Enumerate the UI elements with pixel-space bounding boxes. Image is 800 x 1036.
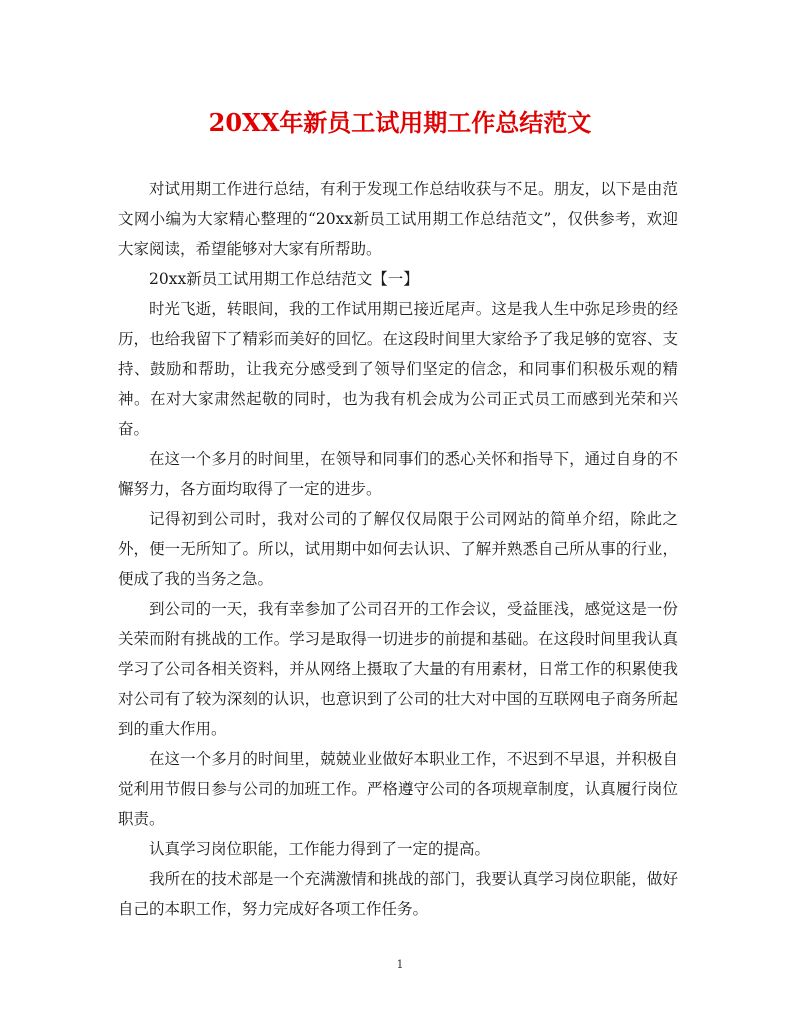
paragraph: 到公司的一天，我有幸参加了公司召开的工作会议，受益匪浅，感觉这是一份关荣而附有挑战的工作。学习是取得一切进步的前提和基础。在这段时间里我认真学习了公司各相关资料，并从网络上摄取了大量的有用素材，日常工作的积累使我对公司有了较为深刻的认识，也意识到了公司的壮大对中国的互联网电子商务所起到的重大作用。 (118, 600, 678, 738)
paragraph: 我所在的技术部是一个充满激情和挑战的部门，我要认真学习岗位职能，做好自己的本职工作，努力完成好各项工作任务。 (118, 870, 678, 918)
paragraph: 在这一个多月的时间里，兢兢业业做好本职业工作，不迟到不早退，并积极自觉利用节假日参与公司的加班工作。严格遵守公司的各项规章制度，认真履行岗位职责。 (118, 750, 678, 828)
document-title: 20XX年新员工试用期工作总结范文 (208, 108, 592, 137)
document-body (118, 174, 678, 924)
page-number: 1 (396, 958, 404, 971)
paragraph: 记得初到公司时，我对公司的了解仅仅局限于公司网站的简单介绍，除此之外，便一无所知了。所以，试用期中如何去认识、了解并熟悉自己所从事的行业，便成了我的当务之急。 (118, 510, 678, 588)
paragraph: 在这一个多月的时间里，在领导和同事们的悉心关怀和指导下，通过自身的不懈努力，各方面均取得了一定的进步。 (118, 450, 678, 498)
section-heading: 20xx新员工试用期工作总结范文【一】 (149, 270, 419, 288)
paragraph: 认真学习岗位职能，工作能力得到了一定的提高。 (149, 840, 491, 858)
paragraph-intro: 对试用期工作进行总结，有利于发现工作总结收获与不足。朋友，以下是由范文网小编为大家精心整理的“20xx新员工试用期工作总结范文”，仅供参考，欢迎大家阅读，希望能够对大家有所帮助。 (118, 180, 678, 258)
paragraph: 时光飞逝，转眼间，我的工作试用期已接近尾声。这是我人生中弥足珍贵的经历，也给我留下了精彩而美好的回忆。在这段时间里大家给予了我足够的宽容、支持、鼓励和帮助，让我充分感受到了领导们坚定的信念，和同事们积极乐观的精神。在对大家肃然起敬的同时，也为我有机会成为公司正式员工而感到光荣和兴奋。 (118, 300, 678, 438)
